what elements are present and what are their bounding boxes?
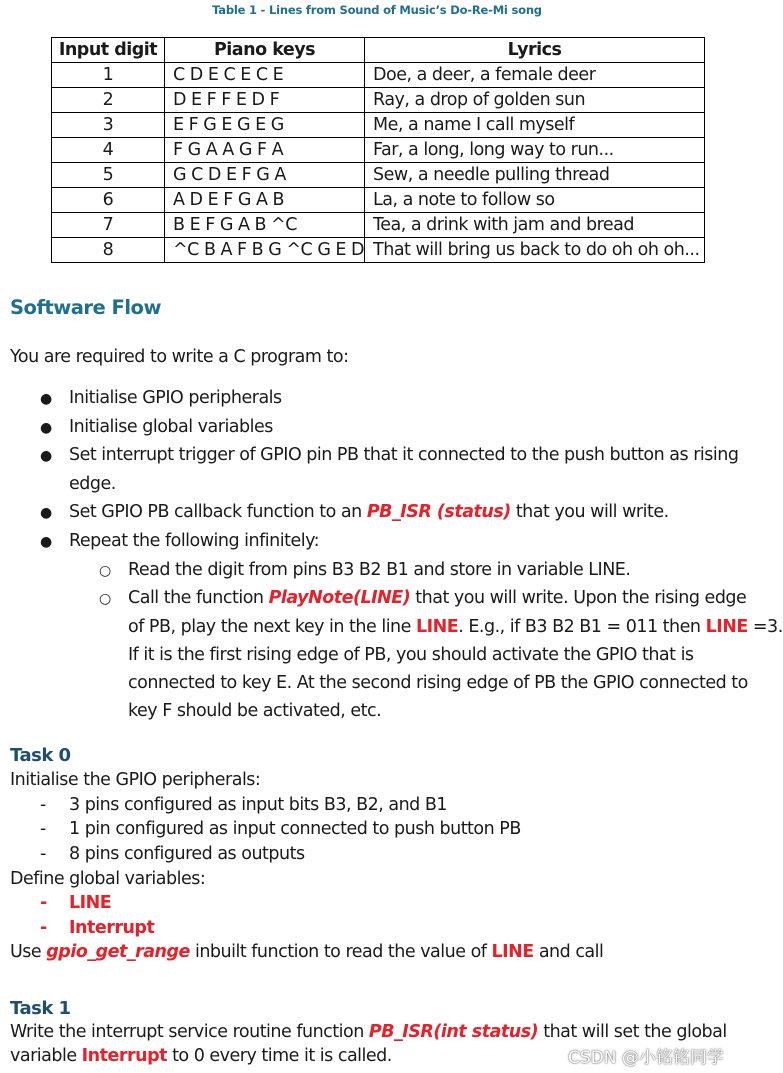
lyrics-cell: Tea, a drink with jam and bread — [365, 213, 705, 238]
table-row — [52, 63, 705, 88]
lyrics-cell: La, a note to follow so — [365, 188, 705, 213]
lyrics-cell: Far, a long, long way to run... — [365, 138, 705, 163]
interrupt-variable: Interrupt — [81, 1046, 167, 1066]
input-digit-cell: 1 — [52, 63, 165, 88]
dash-icon: - — [40, 893, 47, 913]
text: that will set the global — [538, 1022, 727, 1042]
text: that you will write. Upon the rising edge — [410, 588, 747, 608]
header-lyrics: Lyrics — [365, 38, 705, 63]
table-caption: Table 1 - Lines from Sound of Music’s Do-Re-Mi song — [212, 3, 542, 17]
lyrics-cell: Ray, a drop of golden sun — [365, 88, 705, 113]
line-variable: LINE — [415, 617, 459, 637]
list-item: 3 pins configured as input bits B3, B2, and B1 — [69, 795, 447, 815]
piano-keys-cell: D E F F E D F — [165, 88, 365, 113]
list-item: Set interrupt trigger of GPIO pin PB that it connected to the push button as rising — [69, 445, 739, 465]
circle-bullet-icon: ○ — [99, 591, 111, 607]
text: Use — [10, 942, 47, 962]
input-digit-cell: 5 — [52, 163, 165, 188]
list-item: Repeat the following infinitely: — [69, 531, 320, 551]
task1-heading: Task 1 — [10, 998, 71, 1019]
bullet-dot-icon: ● — [40, 420, 52, 436]
table-header-row — [52, 38, 705, 63]
task0-line: Define global variables: — [10, 869, 206, 889]
text: Call the function — [128, 588, 269, 608]
software-flow-heading: Software Flow — [10, 296, 161, 319]
input-digit-cell: 7 — [52, 213, 165, 238]
text: variable — [10, 1046, 82, 1066]
bullet-dot-icon: ● — [40, 505, 52, 521]
table-row — [52, 163, 705, 188]
lyrics-cell: Me, a name I call myself — [365, 113, 705, 138]
piano-keys-cell: A D E F G A B — [165, 188, 365, 213]
csdn-watermark: CSDN @小铭铭同学 — [568, 1048, 724, 1068]
task0-heading: Task 0 — [10, 745, 71, 766]
list-item: 1 pin configured as input connected to push button PB — [69, 819, 521, 839]
dash-icon: - — [40, 844, 46, 864]
pb-isr-function: PB_ISR(int status) — [368, 1022, 539, 1042]
list-item: Initialise GPIO peripherals — [69, 388, 282, 408]
list-item: 8 pins configured as outputs — [69, 844, 305, 864]
text: inbuilt function to read the value of — [189, 942, 492, 962]
table-row — [52, 238, 705, 263]
pb-isr-function: PB_ISR (status) — [366, 502, 511, 522]
input-digit-cell: 4 — [52, 138, 165, 163]
task1-line — [10, 1046, 392, 1066]
text: and call — [533, 942, 604, 962]
task0-line — [10, 942, 603, 962]
do-re-mi-table — [51, 37, 705, 263]
piano-keys-cell: E F G E G E G — [165, 113, 365, 138]
header-input-digit: Input digit — [52, 38, 165, 63]
bullet-dot-icon: ● — [40, 448, 52, 464]
text: of PB, play the next key in the line — [128, 617, 416, 637]
piano-keys-cell: B E F G A B ^C — [165, 213, 365, 238]
dash-icon: - — [40, 819, 46, 839]
table-row — [52, 88, 705, 113]
global-variable-line: LINE — [69, 893, 112, 913]
circle-bullet-icon: ○ — [99, 563, 111, 579]
lyrics-cell: Doe, a deer, a female deer — [365, 63, 705, 88]
table-row — [52, 188, 705, 213]
header-piano-keys: Piano keys — [165, 38, 365, 63]
line-variable: LINE — [705, 617, 748, 637]
text: to 0 every time it is called. — [167, 1046, 392, 1066]
table-row — [52, 138, 705, 163]
gpio-get-range-function: gpio_get_range — [46, 942, 190, 962]
list-item: Initialise global variables — [69, 417, 273, 437]
text: Set GPIO PB callback function to an — [69, 502, 367, 522]
task0-line: Initialise the GPIO peripherals: — [10, 770, 261, 790]
text: . E.g., if B3 B2 B1 = 011 then — [458, 617, 706, 637]
list-item — [69, 502, 669, 522]
text: that you will write. — [510, 502, 669, 522]
line-variable: LINE — [491, 942, 534, 962]
global-variable-interrupt: Interrupt — [69, 918, 155, 938]
list-item-continuation: edge. — [69, 474, 116, 494]
sub-list-item-continuation: connected to key E. At the second rising edge of PB the GPIO connected to — [128, 673, 748, 693]
dash-icon: - — [40, 795, 46, 815]
sub-list-item: Read the digit from pins B3 B2 B1 and store in variable LINE. — [128, 560, 631, 580]
bullet-dot-icon: ● — [40, 534, 52, 550]
input-digit-cell: 3 — [52, 113, 165, 138]
lyrics-cell: That will bring us back to do oh oh oh... — [365, 238, 705, 263]
sub-list-item-continuation: If it is the first rising edge of PB, you should activate the GPIO that is — [128, 645, 694, 665]
table-row — [52, 213, 705, 238]
software-flow-intro: You are required to write a C program to: — [10, 347, 349, 367]
text: Write the interrupt service routine function — [10, 1022, 369, 1042]
sub-list-item-continuation — [128, 617, 783, 637]
piano-keys-cell: C D E C E C E — [165, 63, 365, 88]
dash-icon: - — [40, 918, 47, 938]
table-row — [52, 113, 705, 138]
input-digit-cell: 8 — [52, 238, 165, 263]
lyrics-cell: Sew, a needle pulling thread — [365, 163, 705, 188]
bullet-dot-icon: ● — [40, 391, 52, 407]
sub-list-item-continuation: key F should be activated, etc. — [128, 701, 382, 721]
piano-keys-cell: ^C B A F B G ^C G E D — [165, 238, 365, 263]
task1-line — [10, 1022, 727, 1042]
playnote-function: PlayNote(LINE) — [268, 588, 411, 608]
text: =3. — [747, 617, 783, 637]
piano-keys-cell: G C D E F G A — [165, 163, 365, 188]
sub-list-item — [128, 588, 746, 608]
input-digit-cell: 6 — [52, 188, 165, 213]
input-digit-cell: 2 — [52, 88, 165, 113]
piano-keys-cell: F G A A G F A — [165, 138, 365, 163]
